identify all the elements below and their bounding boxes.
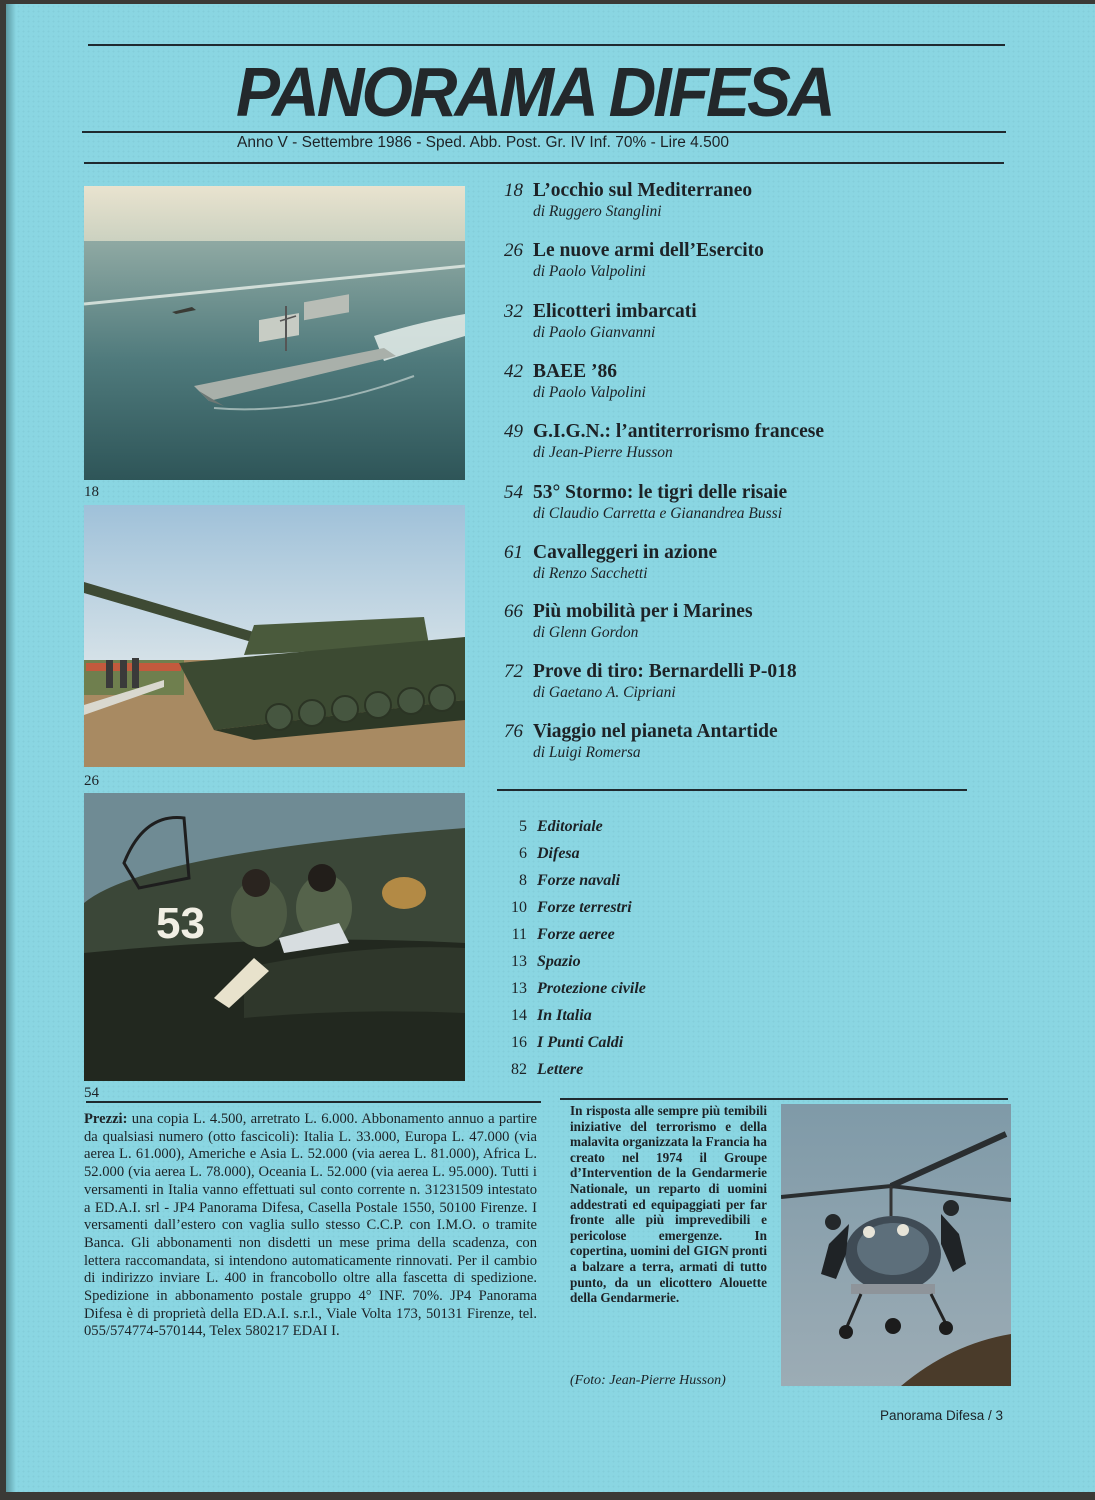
top-rule: [88, 44, 1005, 46]
department-title: Forze terrestri: [537, 899, 632, 916]
prices-label: Prezzi:: [84, 1111, 128, 1127]
toc-author: di Luigi Romersa: [533, 744, 641, 761]
toc-page: 32: [504, 301, 523, 322]
department-page: 5: [519, 818, 527, 835]
toc-author: di Paolo Valpolini: [533, 384, 646, 401]
department-page: 10: [511, 899, 527, 916]
department-page: 13: [511, 953, 527, 970]
prices-top-rule: [86, 1101, 541, 1103]
department-title: Lettere: [537, 1061, 584, 1078]
photo-caption-26: 26: [84, 773, 99, 789]
jet-image: [84, 793, 465, 1081]
toc-author: di Glenn Gordon: [533, 624, 639, 641]
toc-divider-rule: [497, 789, 967, 791]
toc-title: Le nuove armi dell’Esercito: [533, 240, 764, 261]
toc-page: 26: [504, 240, 523, 261]
helicopter-image: [781, 1104, 1011, 1386]
toc-page: 42: [504, 361, 523, 382]
photo-jet: [84, 793, 465, 1081]
department-page: 6: [519, 845, 527, 862]
toc-page: 54: [504, 482, 523, 503]
toc-title: Viaggio nel pianeta Antartide: [533, 721, 778, 742]
department-page: 82: [511, 1061, 527, 1078]
department-title: Spazio: [537, 953, 581, 970]
cover-note: In risposta alle sempre più temibili iniziative del terrorismo e della malavita organizzata la Francia ha creato nel 1974 il Groupe d’Intervention de la Gendarmerie Nationale, un reparto di uomini addestrati ed equipaggiati per far fronte alle più imprevedibili e pericolose emergenze. In copertina, uomini del GIGN pronti a balzare a terra, armati di tutto punto, da un elicottero Alouette della Gendarmerie.: [570, 1103, 767, 1306]
toc-page: 61: [504, 542, 523, 563]
masthead-title: PANORAMA DIFESA: [236, 53, 833, 131]
photo-frigate: [84, 186, 465, 480]
toc-author: di Ruggero Stanglini: [533, 203, 662, 220]
toc-title: 53° Stormo: le tigri delle risaie: [533, 482, 788, 503]
toc-author: di Paolo Gianvanni: [533, 324, 656, 341]
toc-page: 66: [504, 601, 523, 622]
toc-author: di Renzo Sacchetti: [533, 565, 648, 582]
toc-title: BAEE ’86: [533, 361, 617, 382]
toc-title: L’occhio sul Mediterraneo: [533, 180, 753, 201]
frigate-image: [84, 186, 465, 480]
department-page: 11: [511, 926, 527, 943]
department-title: I Punti Caldi: [537, 1034, 624, 1051]
toc-author: di Gaetano A. Cipriani: [533, 684, 676, 701]
toc-page: 18: [504, 180, 523, 201]
department-title: Protezione civile: [537, 980, 646, 997]
department-title: Editoriale: [537, 818, 603, 835]
cover-note-top-rule: [560, 1098, 1008, 1100]
toc-title: Prove di tiro: Bernardelli P-018: [533, 661, 797, 682]
department-page: 8: [519, 872, 527, 889]
page-folio: Panorama Difesa / 3: [880, 1408, 1004, 1423]
subscription-prices: [84, 1111, 537, 1341]
department-page: 14: [511, 1007, 527, 1024]
toc-author: di Paolo Valpolini: [533, 263, 646, 280]
photo-helicopter: [781, 1104, 1011, 1386]
photo-credit: (Foto: Jean-Pierre Husson): [570, 1373, 726, 1388]
tank-image: [84, 505, 465, 767]
department-title: Difesa: [537, 845, 580, 862]
page-spine-shadow: [6, 4, 16, 1494]
prices-text: una copia L. 4.500, arretrato L. 6.000. Abbonamento annuo a partire da qualsiasi numero (otto fascicoli): Italia L. 33.000, Europa L. 47.000 (via aerea L. 61.000), Americhe e Asia L. 52.000 (via aerea L. 81.000), Africa L. 52.000 (via aerea L. 78.000), Oceania L. 52.000 (via aerea L. 95.000). Tutti i versamenti in Italia vanno effettuati sul conto corrente n. 31231509 intestato a ED.A.I. srl - JP4 Panorama Difesa, Casella Postale 1550, 50100 Firenze. I versamenti dall’estero con vaglia sullo stesso C.C.P. con I.M.O. o tramite Banca. Gli abbonamenti non disdetti un mese prima della scadenza, con lettera raccomandata, si intendono automaticamente rinnovati. Per il cambio di indirizzo inviare L. 400 in francobollo oltre alla fascetta di spedizione. Spedizione in abbonamento postale gruppo 4° INF. 70%. JP4 Panorama Difesa è di proprietà della ED.A.I. s.r.l., Viale Volta 173, 50131 Firenze, tel. 055/574774-570144, Telex 580217 EDAI I.: [84, 1111, 537, 1340]
photo-tank: [84, 505, 465, 767]
page-bottom-edge: [0, 1492, 1095, 1500]
toc-title: Elicotteri imbarcati: [533, 301, 697, 322]
department-page: 13: [511, 980, 527, 997]
toc-author: di Jean-Pierre Husson: [533, 444, 673, 461]
department-title: Forze navali: [537, 872, 621, 889]
department-title: In Italia: [537, 1007, 592, 1024]
toc-title: Cavalleggeri in azione: [533, 542, 718, 563]
masthead-rule-upper: [82, 131, 1006, 133]
toc-page: 72: [504, 661, 523, 682]
toc-page: 49: [504, 421, 523, 442]
toc-page: 76: [504, 721, 523, 742]
photo-caption-54: 54: [84, 1085, 99, 1101]
department-title: Forze aeree: [537, 926, 615, 943]
issue-line: Anno V - Settembre 1986 - Sped. Abb. Post. Gr. IV Inf. 70% - Lire 4.500: [237, 134, 729, 151]
department-page: 16: [511, 1034, 527, 1051]
masthead-rule-lower: [84, 162, 1004, 164]
toc-author: di Claudio Carretta e Gianandrea Bussi: [533, 505, 783, 522]
toc-title: Più mobilità per i Marines: [533, 601, 753, 622]
jet-tail-number: 53: [156, 899, 205, 948]
photo-caption-18: 18: [84, 484, 99, 500]
toc-title: G.I.G.N.: l’antiterrorismo francese: [533, 421, 824, 442]
